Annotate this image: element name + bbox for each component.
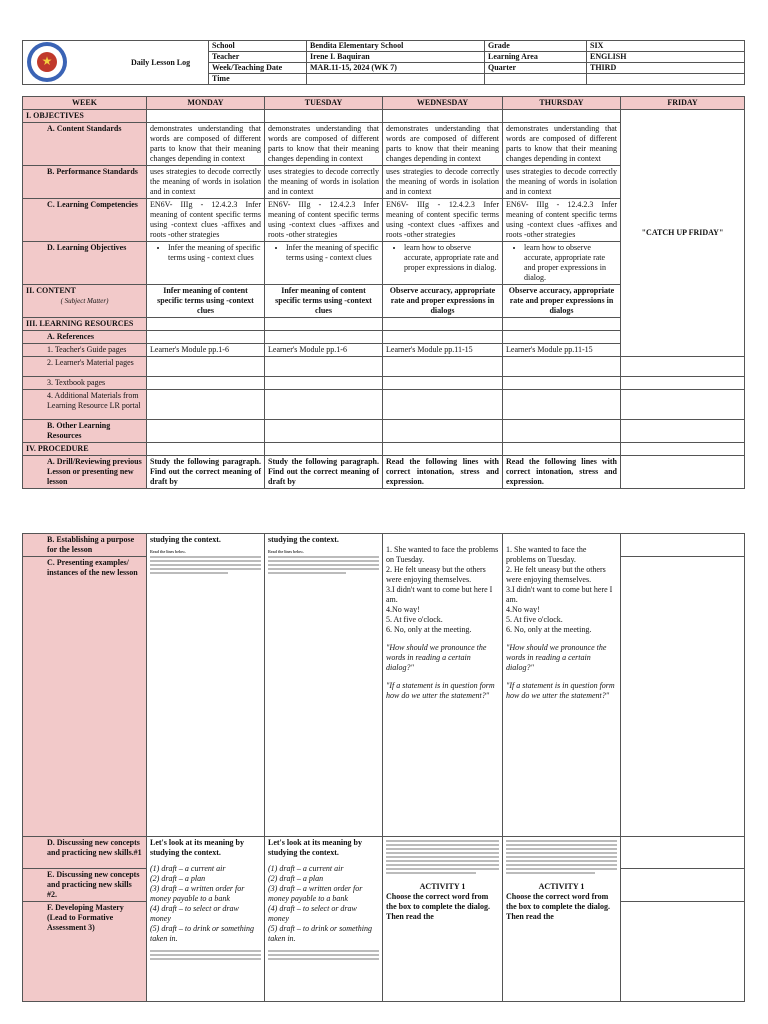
dialog-question-1: "How should we pronounce the words in reading a certain dialog?"	[506, 643, 607, 672]
dialog-line: 2. He felt uneasy but the others were enjoying themselves.	[506, 565, 606, 584]
tg-mon: Learner's Module pp.1-6	[147, 344, 265, 357]
col-monday: MONDAY	[147, 97, 265, 110]
presenting-wed	[383, 534, 503, 837]
presenting-mon: studying the context. Read the lines below.	[147, 534, 265, 837]
lm-pages-label: 2. Learner's Material pages	[23, 357, 147, 377]
dialog-line: 4.No way!	[386, 605, 420, 614]
content-wed: Observe accuracy, appropriate rate and proper expressions in dialogs	[383, 285, 503, 318]
competencies-mon: EN6V- IIIg - 12.4.2.3 Infer meaning of content specific terms using -context clues -affixes and roots -other strategies	[147, 199, 265, 242]
activity-text: Choose the correct word from the box to complete the dialog. Then read the	[506, 892, 610, 921]
drill-thu: Read the following lines with correct intonation, stress and expression.	[503, 456, 621, 489]
grade-label: Grade	[485, 41, 587, 52]
time-label: Time	[209, 74, 307, 85]
objectives-tue: • Infer the meaning of specific terms using - context clues	[265, 242, 383, 285]
meanings-mon: Let's look at its meaning by studying the context. (1) draft – a current air (2) draft – a plan (3) draft – a written order for money payable to a bank (4) draft – to select or draw money (5) draft – to drink or something taken in.	[147, 837, 265, 1002]
quarter-label: Quarter	[485, 63, 587, 74]
drill-mon: Study the following paragraph. Find out the correct meaning of draft by	[147, 456, 265, 489]
lesson-table-part2	[22, 533, 745, 1002]
content-standards-mon: demonstrates understanding that words are composed of different parts to know that their meaning changes depending in context	[147, 123, 265, 166]
competencies-thu: EN6V- IIIg - 12.4.2.3 Infer meaning of content specific terms using -context clues -affixes and roots -other strategies	[503, 199, 621, 242]
school-value: Bendita Elementary School	[307, 41, 485, 52]
activity-wed	[383, 837, 503, 1002]
objectives-heading: I. OBJECTIVES	[23, 110, 147, 123]
week-label: Week/Teaching Date	[209, 63, 307, 74]
col-tuesday: TUESDAY	[265, 97, 383, 110]
grade-value: SIX	[587, 41, 745, 52]
dialog-line: 6. No, only at the meeting.	[386, 625, 472, 634]
activity-title: ACTIVITY 1	[538, 882, 585, 891]
procedure-heading: IV. PROCEDURE	[23, 443, 147, 456]
dialog-question-2: "If a statement is in question form how do we utter the statement?"	[506, 681, 615, 700]
content-standards-label: A. Content Standards	[23, 123, 147, 166]
tg-tue: Learner's Module pp.1-6	[265, 344, 383, 357]
quarter-value: THIRD	[587, 63, 745, 74]
form-title: Daily Lesson Log	[131, 58, 191, 67]
teacher-value: Irene I. Baquiran	[307, 52, 485, 63]
school-label: School	[209, 41, 307, 52]
dialog-line: 3.I didn't want to come but here I am.	[506, 585, 613, 604]
learning-competencies-label: C. Learning Competencies	[23, 199, 147, 242]
learning-area-value: ENGLISH	[587, 52, 745, 63]
dialog-line: 5. At five o'clock.	[506, 615, 563, 624]
drill-tue: Study the following paragraph. Find out the correct meaning of draft by	[265, 456, 383, 489]
logo-cell	[23, 41, 209, 85]
performance-standards-tue: uses strategies to decode correctly the meaning of words in isolation and in context	[265, 166, 383, 199]
catch-up-friday: "CATCH UP FRIDAY"	[621, 110, 745, 357]
col-thursday: THURSDAY	[503, 97, 621, 110]
drill-wed: Read the following lines with correct intonation, stress and expression.	[383, 456, 503, 489]
performance-standards-wed: uses strategies to decode correctly the meaning of words in isolation and in context	[383, 166, 503, 199]
presenting-thu	[503, 534, 621, 837]
col-week: WEEK	[23, 97, 147, 110]
content-label: II. CONTENT ( Subject Matter)	[23, 285, 147, 318]
content-mon: Infer meaning of content specific terms using -context clues	[147, 285, 265, 318]
performance-standards-mon: uses strategies to decode correctly the meaning of words in isolation and in context	[147, 166, 265, 199]
dialog-line: 3.I didn't want to come but here I am.	[386, 585, 493, 604]
content-standards-thu: demonstrates understanding that words are composed of different parts to know that their meaning changes depending in context	[503, 123, 621, 166]
competencies-tue: EN6V- IIIg - 12.4.2.3 Infer meaning of content specific terms using -context clues -affixes and roots -other strategies	[265, 199, 383, 242]
learning-objectives-label: D. Learning Objectives	[23, 242, 147, 285]
dialog-line: 6. No, only at the meeting.	[506, 625, 592, 634]
performance-standards-thu: uses strategies to decode correctly the meaning of words in isolation and in context	[503, 166, 621, 199]
col-wednesday: WEDNESDAY	[383, 97, 503, 110]
dialog-line: 2. He felt uneasy but the others were enjoying themselves.	[386, 565, 486, 584]
presenting-tue: studying the context. Read the lines below.	[265, 534, 383, 837]
textbook-pages-label: 3. Textbook pages	[23, 377, 147, 390]
tg-thu: Learner's Module pp.11-15	[503, 344, 621, 357]
other-resources-label: B. Other Learning Resources	[23, 420, 147, 443]
content-standards-tue: demonstrates understanding that words are composed of different parts to know that their meaning changes depending in context	[265, 123, 383, 166]
presenting-label: C. Presenting examples/ instances of the new lesson	[23, 557, 147, 837]
objectives-mon: • Infer the meaning of specific terms using - context clues	[147, 242, 265, 285]
teacher-label: Teacher	[209, 52, 307, 63]
mastery-label: F. Developing Mastery (Lead to Formative Assessment 3)	[23, 902, 147, 1002]
additional-materials-label: 4. Additional Materials from Learning Resource LR portal	[23, 390, 147, 420]
tg-pages-label: 1. Teacher's Guide pages	[23, 344, 147, 357]
content-thu: Observe accuracy, appropriate rate and proper expressions in dialogs	[503, 285, 621, 318]
lesson-table-part1	[22, 96, 745, 489]
references-label: A. References	[23, 331, 147, 344]
activity-title: ACTIVITY 1	[419, 882, 466, 891]
discussing1-label: D. Discussing new concepts and practicing new skills.#1	[23, 837, 147, 869]
dialog-line: 5. At five o'clock.	[386, 615, 443, 624]
learning-area-label: Learning Area	[485, 52, 587, 63]
drill-label: A. Drill/Reviewing previous Lesson or presenting new lesson	[23, 456, 147, 489]
content-standards-wed: demonstrates understanding that words are composed of different parts to know that their meaning changes depending in context	[383, 123, 503, 166]
dialog-line: 1. She wanted to face the problems on Tuesday.	[386, 545, 499, 564]
activity-text: Choose the correct word from the box to complete the dialog. Then read the	[386, 892, 490, 921]
content-tue: Infer meaning of content specific terms using -context clues	[265, 285, 383, 318]
dialog-question-2: "If a statement is in question form how do we utter the statement?"	[386, 681, 495, 700]
time-value	[307, 74, 485, 85]
objectives-wed: • learn how to observe accurate, appropriate rate and proper expressions in dialog.	[383, 242, 503, 285]
deped-seal-icon: ★	[27, 42, 67, 82]
competencies-wed: EN6V- IIIg - 12.4.2.3 Infer meaning of content specific terms using -context clues -affixes and roots -other strategies	[383, 199, 503, 242]
performance-standards-label: B. Performance Standards	[23, 166, 147, 199]
discussing2-label: E. Discussing new concepts and practicing new skills #2.	[23, 869, 147, 902]
activity-thu	[503, 837, 621, 1002]
tg-wed: Learner's Module pp.11-15	[383, 344, 503, 357]
dialog-line: 1. She wanted to face the problems on Tuesday.	[506, 545, 587, 564]
meanings-tue: Let's look at its meaning by studying the context. (1) draft – a current air (2) draft – a plan (3) draft – a written order for money payable to a bank (4) draft – to select or draw money (5) draft – to drink or something taken in.	[265, 837, 383, 1002]
dialog-line: 4.No way!	[506, 605, 540, 614]
header-table	[22, 40, 745, 85]
dialog-question-1: "How should we pronounce the words in reading a certain dialog?"	[386, 643, 487, 672]
objectives-thu: • learn how to observe accurate, appropriate rate and proper expressions in dialog.	[503, 242, 621, 285]
purpose-label: B. Establishing a purpose for the lesson	[23, 534, 147, 557]
week-value: MAR.11-15, 2024 (WK 7)	[307, 63, 485, 74]
learning-resources-heading: III. LEARNING RESOURCES	[23, 318, 147, 331]
col-friday: FRIDAY	[621, 97, 745, 110]
